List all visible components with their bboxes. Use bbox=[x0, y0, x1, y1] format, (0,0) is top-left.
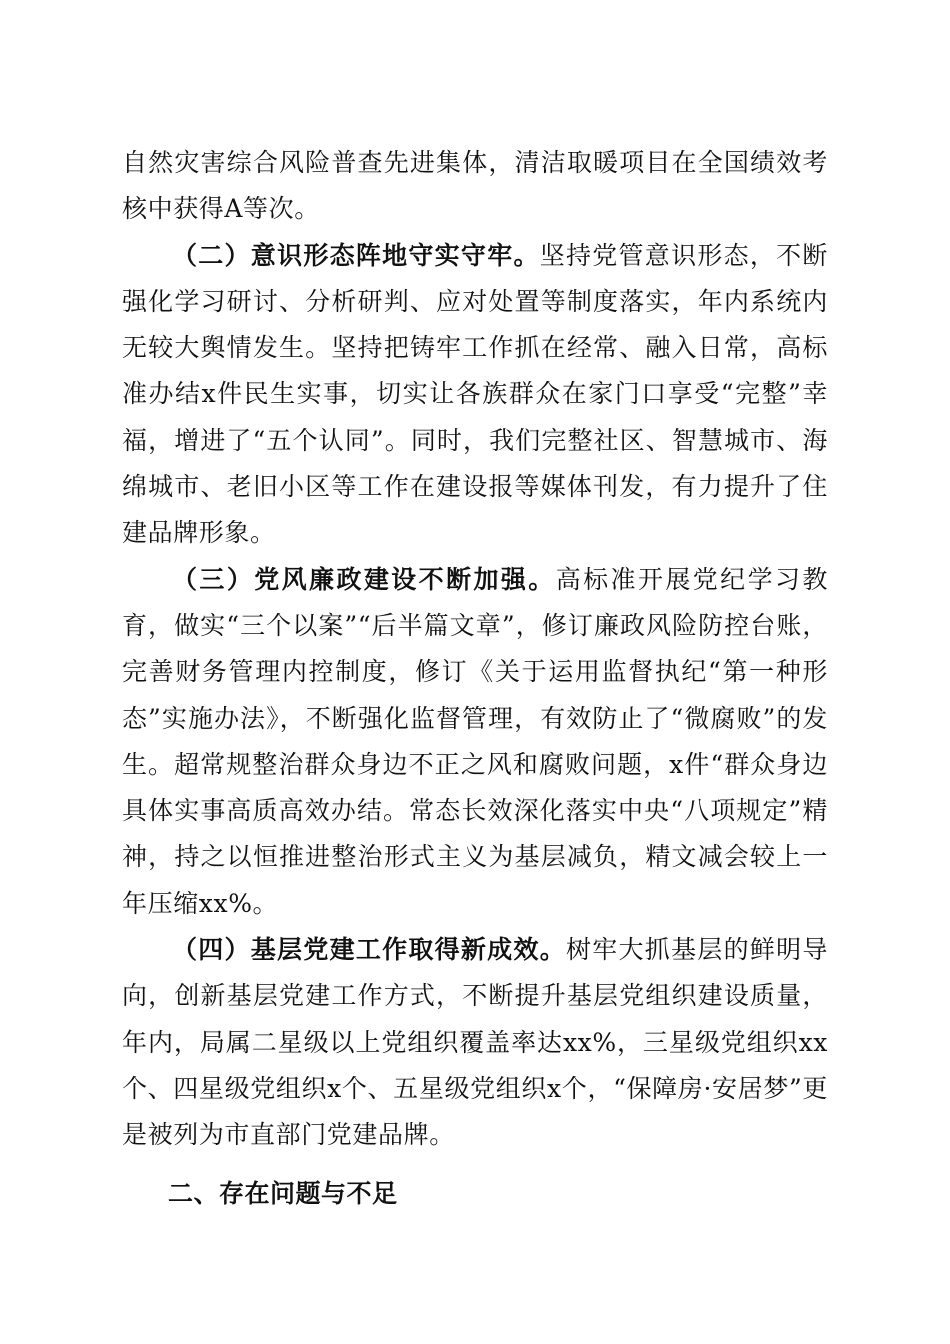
paragraph-text: 高标准开展党纪学习教育，做实“三个以案”“后半篇文章”，修订廉政风险防控台账，完善财务管理内控制度，修订《关于运用监督执纪“第一种形态”实施办法》，不断强化监督管理，有效防止了“微腐败”的发生。超常规整治群众身边不正之风和腐败问题，x件“群众身边具体实事高质高效办结。常态长效深化落实中央“八项规定”精神，持之以恒推进整治形式主义为基层减负，精文减会较上一年压缩xx%。 bbox=[122, 564, 828, 918]
paragraph-lead: （二）意识形态阵地守实守牢。 bbox=[172, 240, 540, 270]
paragraph-lead: （三）党风廉政建设不断加强。 bbox=[172, 564, 556, 594]
paragraph-party-building bbox=[122, 927, 828, 1158]
paragraph-integrity bbox=[122, 557, 828, 927]
paragraph-continuation bbox=[122, 140, 828, 233]
paragraph-lead: （四）基层党建工作取得新成效。 bbox=[172, 935, 566, 965]
document-page bbox=[122, 140, 828, 1217]
paragraph-ideology bbox=[122, 233, 828, 557]
section-heading: 二、存在问题与不足 bbox=[168, 1178, 398, 1208]
paragraph-text: 坚持党管意识形态，不断强化学习研讨、分析研判、应对处置等制度落实，年内系统内无较大舆情发生。坚持把铸牢工作抓在经常、融入日常，高标准办结x件民生实事，切实让各族群众在家门口享受“完整”幸福，增进了“五个认同”。同时，我们完整社区、智慧城市、海绵城市、老旧小区等工作在建设报等媒体刊发，有力提升了住建品牌形象。 bbox=[122, 240, 828, 548]
paragraph-text: 树牢大抓基层的鲜明导向，创新基层党建工作方式，不断提升基层党组织建设质量，年内，局属二星级以上党组织覆盖率达xx%，三星级党组织xx个、四星级党组织x个、五星级党组织x个，“保障房·安居梦”更是被列为市直部门党建品牌。 bbox=[122, 935, 828, 1150]
paragraph-text: 自然灾害综合风险普查先进集体，清洁取暖项目在全国绩效考核中获得A等次。 bbox=[122, 148, 828, 224]
